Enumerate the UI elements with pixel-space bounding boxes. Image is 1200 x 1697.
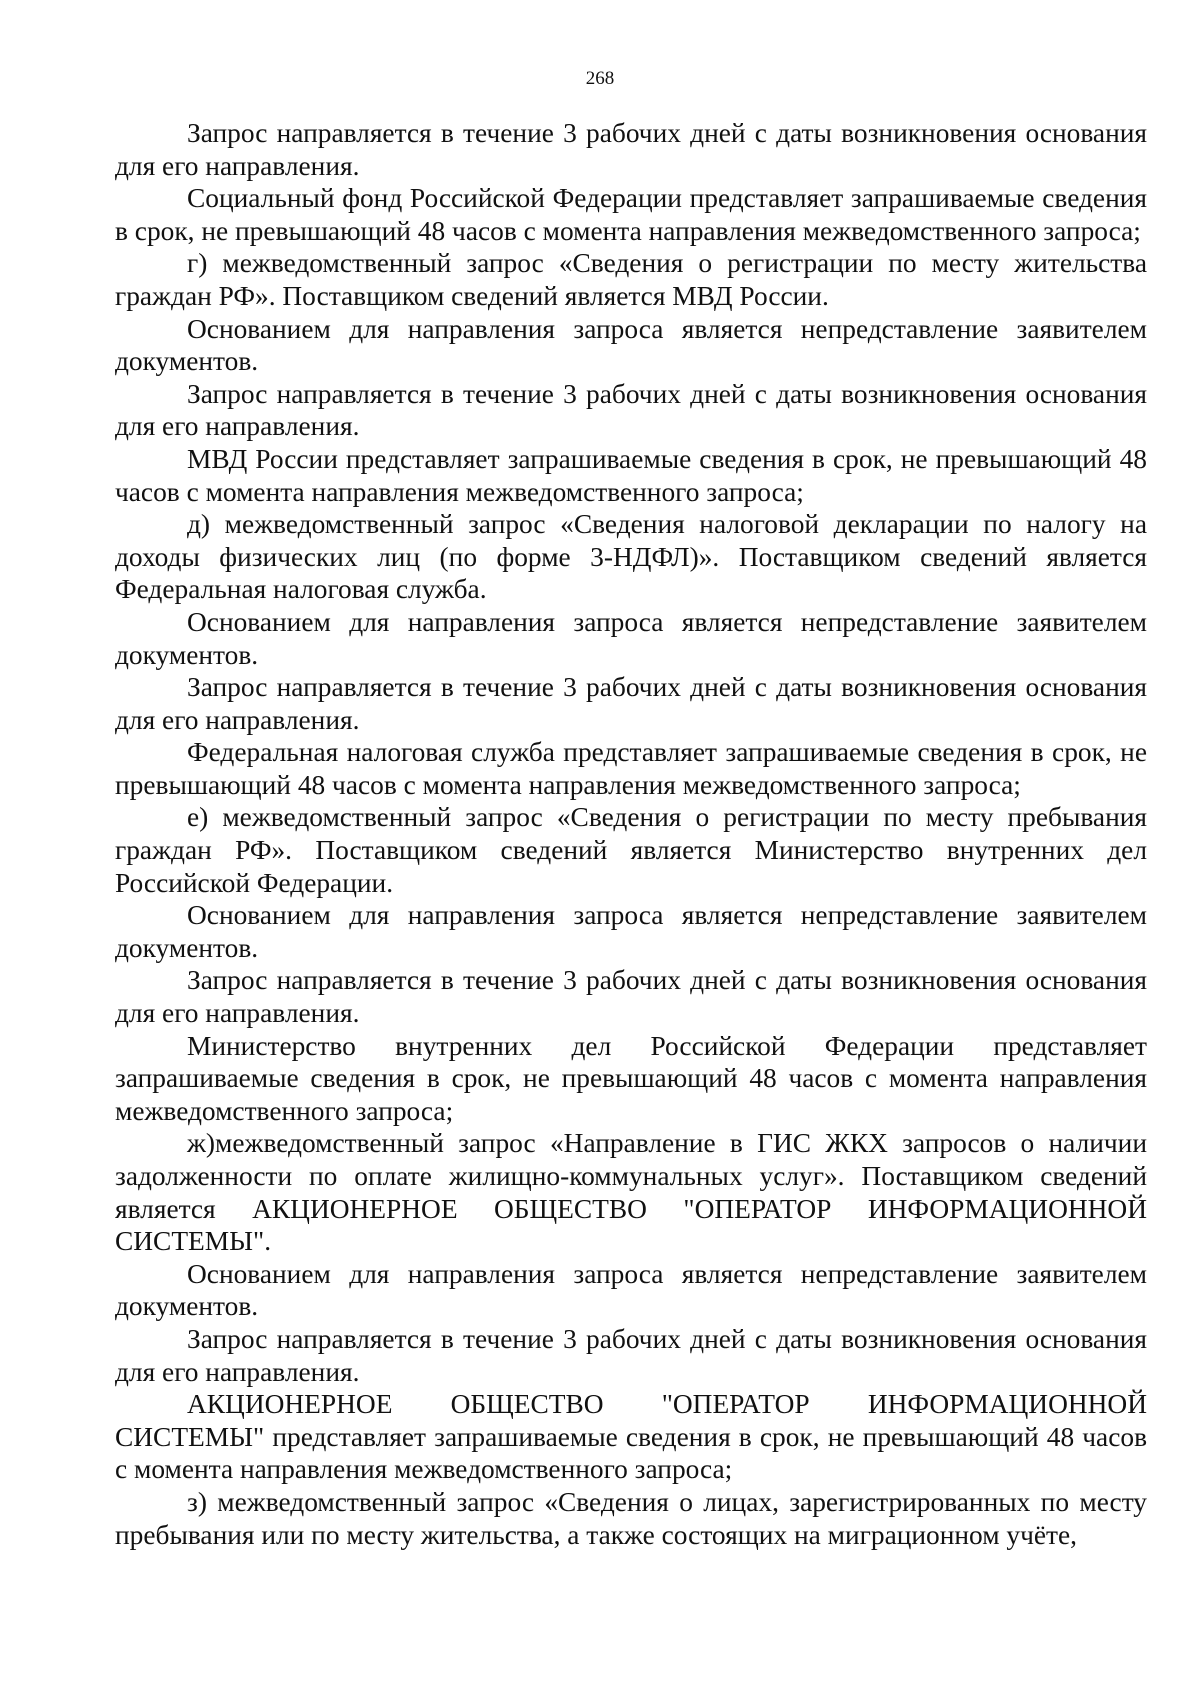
paragraph-item-z: з) межведомственный запрос «Сведения о лицах, зарегистрированных по месту пребывания или по месту жительства, а также состоящих на миграционном учёте, <box>115 1486 1147 1550</box>
paragraph-request-deadline: Запрос направляется в течение 3 рабочих дней с даты возникновения основания для его направления. <box>115 1323 1147 1387</box>
paragraph-request-basis: Основанием для направления запроса является непредставление заявителем документов. <box>115 900 1147 963</box>
paragraph-item-e: е) межведомственный запрос «Сведения о регистрации по месту пребывания граждан РФ». Поставщиком сведений является Министерство внутренних дел Российской Федерации. <box>115 802 1147 898</box>
page-number: 268 <box>585 68 615 89</box>
paragraph-request-deadline: Запрос направляется в течение 3 рабочих дней с даты возникновения основания для его направления. <box>115 378 1147 442</box>
paragraph-fns-response: Федеральная налоговая служба представляет запрашиваемые сведения в срок, не превышающий 48 часов с момента направления межведомственного запроса; <box>115 737 1147 800</box>
paragraph-request-deadline: Запрос направляется в течение 3 рабочих дней с даты возникновения основания для его направления. <box>115 118 1147 181</box>
paragraph-item-g: г) межведомственный запрос «Сведения о регистрации по месту жительства граждан РФ». Поставщиком сведений является МВД России. <box>115 248 1147 311</box>
paragraph-request-basis: Основанием для направления запроса является непредставление заявителем документов. <box>115 606 1147 670</box>
paragraph-request-basis: Основанием для направления запроса является непредставление заявителем документов. <box>115 313 1147 377</box>
paragraph-request-deadline: Запрос направляется в течение 3 рабочих дней с даты возникновения основания для его направления. <box>115 965 1147 1029</box>
paragraph-request-basis: Основанием для направления запроса является непредставление заявителем документов. <box>115 1258 1147 1322</box>
paragraph-ministry-response: Министерство внутренних дел Российской Федерации представляет запрашиваемые сведения в срок, не превышающий 48 часов с момента направления межведомственного запроса; <box>115 1030 1147 1126</box>
paragraph-operator-response: АКЦИОНЕРНОЕ ОБЩЕСТВО "ОПЕРАТОР ИНФОРМАЦИОННОЙ СИСТЕМЫ" представляет запрашиваемые сведения в срок, не превышающий 48 часов с момента направления межведомственного запроса; <box>115 1389 1147 1485</box>
paragraph-mvd-response: МВД России представляет запрашиваемые сведения в срок, не превышающий 48 часов с момента направления межведомственного запроса; <box>115 443 1147 507</box>
document-body <box>115 117 1147 1551</box>
paragraph-request-deadline: Запрос направляется в течение 3 рабочих дней с даты возникновения основания для его направления. <box>115 672 1147 735</box>
paragraph-item-zh: ж)межведомственный запрос «Направление в ГИС ЖКХ запросов о наличии задолженности по оплате жилищно-коммунальных услуг». Поставщиком сведений является АКЦИОНЕРНОЕ ОБЩЕСТВО "ОПЕРАТОР ИНФОРМАЦИОННОЙ СИСТЕМЫ". <box>115 1128 1147 1257</box>
paragraph-item-d: д) межведомственный запрос «Сведения налоговой декларации по налогу на доходы физических лиц (по форме 3-НДФЛ)». Поставщиком сведений является Федеральная налоговая служба. <box>115 509 1147 605</box>
paragraph-sfr-response: Социальный фонд Российской Федерации представляет запрашиваемые сведения в срок, не превышающий 48 часов с момента направления межведомственного запроса; <box>115 183 1147 246</box>
